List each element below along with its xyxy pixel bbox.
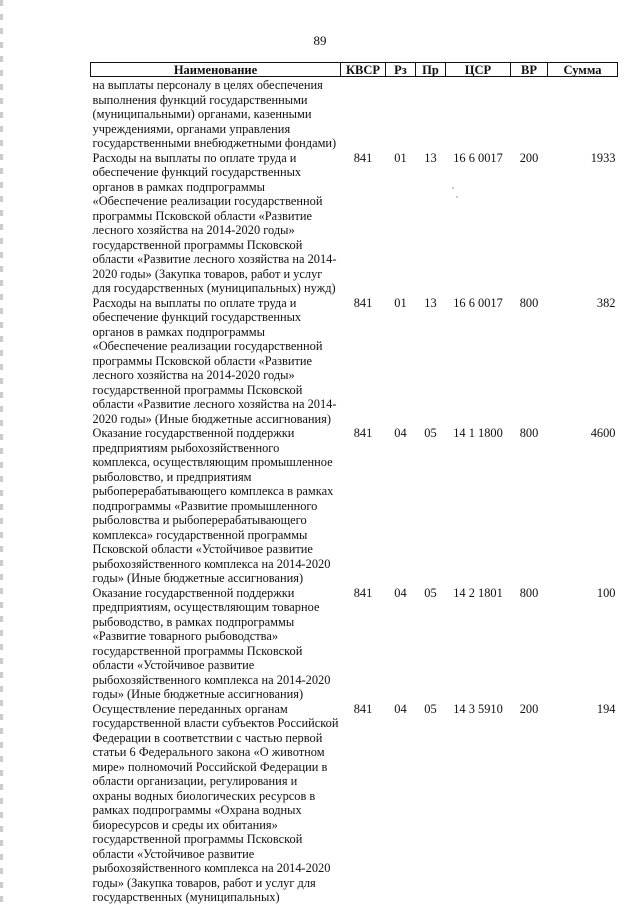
- row-csr-cell: 14 2 1801: [453, 585, 503, 600]
- row-name-cell: Расходы на выплаты по оплате труда и обеспечение функций государственных органов в рамках подпрограммы «Обеспечение реализации государственной программы Псковской области «Развитие лесного хозяйства на 2014-2020 годы» государственной программы Псковской области «Развитие лесного хозяйства на 2014-2020 годы» (Иные бюджетные ассигнования): [92, 295, 337, 426]
- row-rz-cell: 01: [394, 150, 407, 165]
- row-csr-cell: [446, 77, 511, 151]
- row-rz-cell: 04: [394, 426, 407, 440]
- table-body: [91, 77, 618, 905]
- table-row: [91, 586, 618, 702]
- row-rz-cell: 01: [394, 295, 407, 310]
- row-kvsr-cell: 841: [353, 295, 373, 310]
- table-header: [91, 63, 618, 77]
- row-csr-cell: 16 6 0017: [453, 150, 503, 165]
- header-vr: ВР: [511, 63, 548, 77]
- row-vr-cell: 800: [519, 585, 539, 600]
- row-vr-cell: 200: [519, 701, 539, 716]
- row-kvsr-cell: 841: [353, 701, 373, 716]
- header-kvsr: КВСР: [341, 63, 386, 77]
- row-sum-cell: 1933: [590, 150, 616, 165]
- row-name-cell: Оказание государственной поддержки предприятиям рыбохозяйственного комплекса, осуществляющим промышленное рыболовство, и предприятиям рыбоперерабатывающего комплекса в рамках подпрограммы «Развитие промышленного рыболовства и рыбоперерабатывающего комплекса» государственной программы Псковской области «Устойчивое развитие рыбохозяйственного комплекса на 2014-2020 годы» (Иные бюджетные ассигнования): [92, 426, 334, 585]
- row-kvsr-cell: 841: [353, 426, 373, 440]
- row-kvsr-cell: [341, 77, 386, 151]
- row-vr-cell: 800: [519, 426, 539, 440]
- row-pr-cell: 05: [424, 426, 437, 440]
- row-rz-cell: 04: [394, 701, 407, 716]
- row-pr-cell: 13: [424, 150, 437, 165]
- page-number: 89: [313, 33, 327, 48]
- row-pr-cell: 05: [424, 701, 437, 716]
- row-name-cell: Оказание государственной поддержки предприятиям, осуществляющим товарное рыбоводство, в рамках подпрограммы «Развитие товарного рыбоводства» государственной программы Псковской области «Устойчивое развитие рыбохозяйственного комплекса на 2014-2020 годы» (Иные бюджетные ассигнования): [92, 585, 331, 701]
- row-vr-cell: 200: [519, 150, 539, 165]
- scan-edge-artifact: [0, 0, 3, 905]
- scan-speck: [452, 187, 454, 189]
- row-sum-cell: [548, 77, 618, 151]
- row-vr-cell: 800: [519, 295, 539, 310]
- header-sum: Сумма: [548, 63, 618, 77]
- row-rz-cell: 04: [394, 585, 407, 600]
- row-pr-cell: 13: [424, 295, 437, 310]
- row-csr-cell: 14 3 5910: [453, 701, 503, 716]
- row-kvsr-cell: 841: [353, 585, 373, 600]
- scan-speck: [456, 196, 458, 198]
- row-sum-cell: 100: [596, 585, 616, 600]
- row-name-cell: Осуществление переданных органам государственной власти субъектов Российской Федерации в соответствии с частью первой статьи 6 Федерального закона «О животном мире» полномочий Российской Федерации в области организации, регулирования и охраны водных биологических ресурсов в рамках подпрограммы «Охрана водных биоресурсов и среды их обитания» государственной программы Псковской области «Устойчивое развитие рыбохозяйственного комплекса на 2014-2020 годы» (Закупка товаров, работ и услуг для государственных (муниципальных): [92, 701, 339, 904]
- table-row: [91, 77, 618, 151]
- table-row: [91, 426, 618, 586]
- header-rz: Рз: [386, 63, 416, 77]
- header-csr: ЦСР: [446, 63, 511, 77]
- row-sum-cell: 4600: [590, 426, 616, 440]
- header-name: Наименование: [91, 63, 341, 77]
- row-sum-cell: 382: [596, 295, 616, 310]
- row-sum-cell: 194: [596, 701, 616, 716]
- budget-table: [90, 62, 618, 905]
- row-csr-cell: 14 1 1800: [453, 426, 503, 440]
- row-csr-cell: 16 6 0017: [453, 295, 503, 310]
- row-vr-cell: [511, 77, 548, 151]
- row-pr-cell: [416, 77, 446, 151]
- table-row: [91, 151, 618, 296]
- header-pr: Пр: [416, 63, 446, 77]
- row-rz-cell: [386, 77, 416, 151]
- table-row: [91, 296, 618, 427]
- row-name-cell: Расходы на выплаты по оплате труда и обеспечение функций государственных органов в рамках подпрограммы «Обеспечение реализации государственной программы Псковской области «Развитие лесного хозяйства на 2014-2020 годы» государственной программы Псковской области «Развитие лесного хозяйства на 2014-2020 годы» (Закупка товаров, работ и услуг для государственных (муниципальных) нужд): [92, 150, 337, 295]
- row-kvsr-cell: 841: [353, 150, 373, 165]
- row-pr-cell: 05: [424, 585, 437, 600]
- table-row: [91, 702, 618, 905]
- row-name-cell: на выплаты персоналу в целях обеспечения выполнения функций государственными (муниципальными) органами, казенными учреждениями, органами управления государственными внебюджетными фондами): [92, 78, 337, 150]
